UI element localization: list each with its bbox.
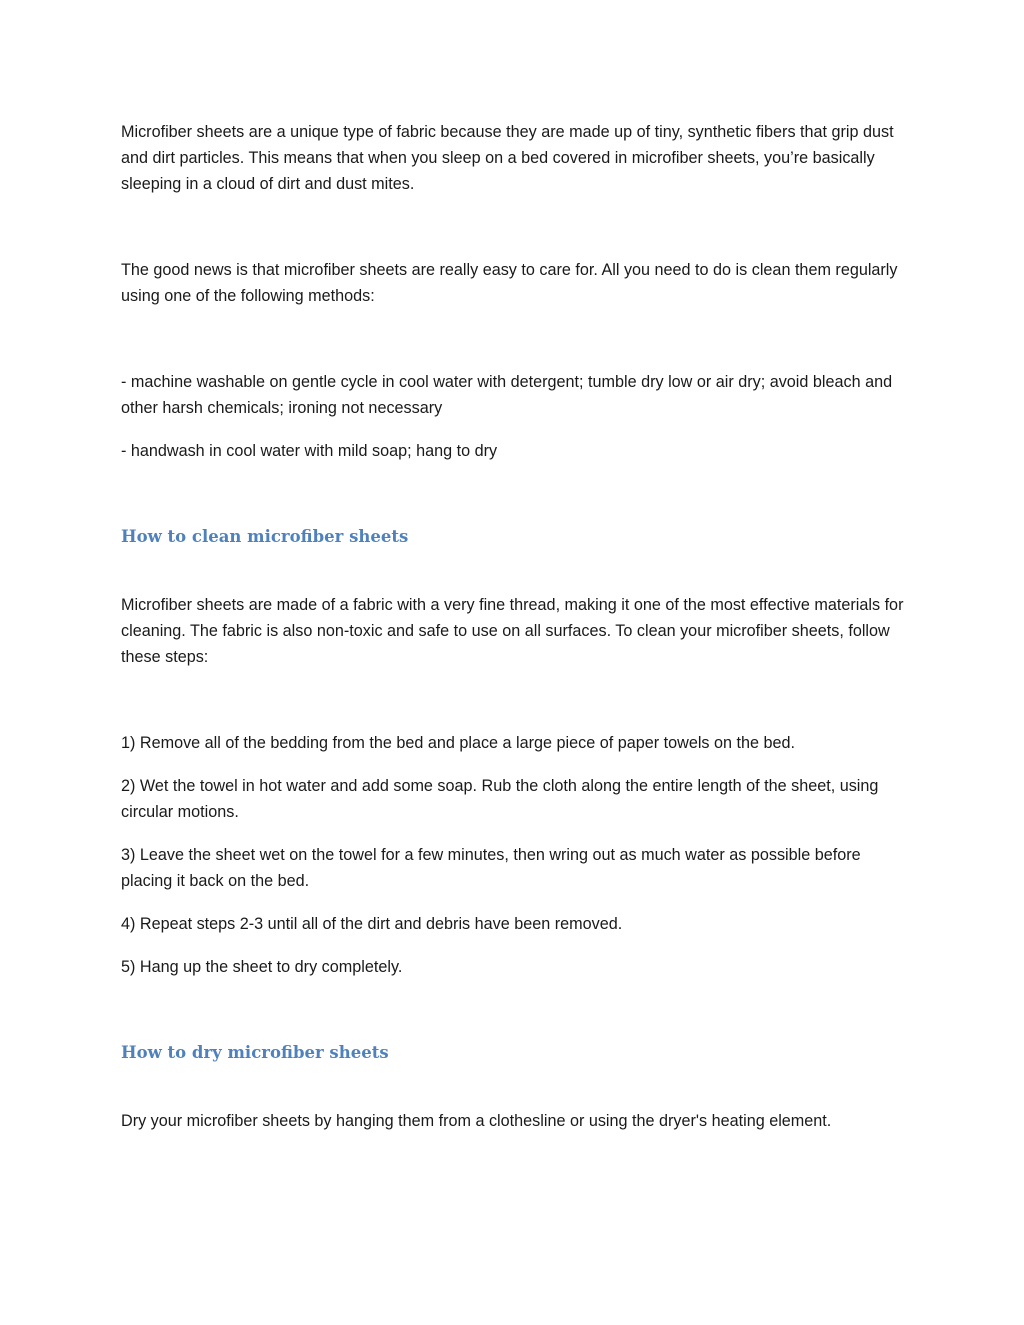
spacer [121,670,911,730]
spacer [121,197,911,257]
spacer [121,550,911,592]
spacer [121,309,911,369]
method-item-machine-wash: - machine washable on gentle cycle in cool water with detergent; tumble dry low or air dry; avoid bleach and other harsh chemicals; ironing not necessary [121,373,893,417]
spacer [121,464,911,524]
spacer [121,937,911,954]
clean-intro-paragraph: Microfiber sheets are made of a fabric with a very fine thread, making it one of the most effective materials for cleaning. The fabric is also non-toxic and safe to use on all surfaces. To clean your microfiber sheets, follow these steps: [121,596,904,666]
document-body [121,119,911,1134]
spacer [121,756,911,773]
spacer [121,825,911,842]
step-item-4: 4) Repeat steps 2-3 until all of the dirt and debris have been removed. [121,915,623,933]
good-news-paragraph: The good news is that microfiber sheets are really easy to care for. All you need to do is clean them regularly using one of the following methods: [121,261,898,305]
spacer [121,980,911,1040]
spacer [121,894,911,911]
step-item-2: 2) Wet the towel in hot water and add some soap. Rub the cloth along the entire length of the sheet, using circular motions. [121,777,879,821]
dry-section-heading: How to dry microfiber sheets [121,1043,389,1062]
spacer [121,421,911,438]
method-item-handwash: - handwash in cool water with mild soap; hang to dry [121,442,498,460]
step-item-3: 3) Leave the sheet wet on the towel for a few minutes, then wring out as much water as possible before placing it back on the bed. [121,846,861,890]
spacer [121,1066,911,1108]
clean-section-heading: How to clean microfiber sheets [121,527,409,546]
step-item-5: 5) Hang up the sheet to dry completely. [121,958,403,976]
intro-paragraph: Microfiber sheets are a unique type of fabric because they are made up of tiny, synthetic fibers that grip dust and dirt particles. This means that when you sleep on a bed covered in microfiber sheets, you’re basically sleeping in a cloud of dirt and dust mites. [121,123,894,193]
step-item-1: 1) Remove all of the bedding from the bed and place a large piece of paper towels on the bed. [121,734,796,752]
dry-paragraph: Dry your microfiber sheets by hanging them from a clothesline or using the dryer's heating element. [121,1112,832,1130]
